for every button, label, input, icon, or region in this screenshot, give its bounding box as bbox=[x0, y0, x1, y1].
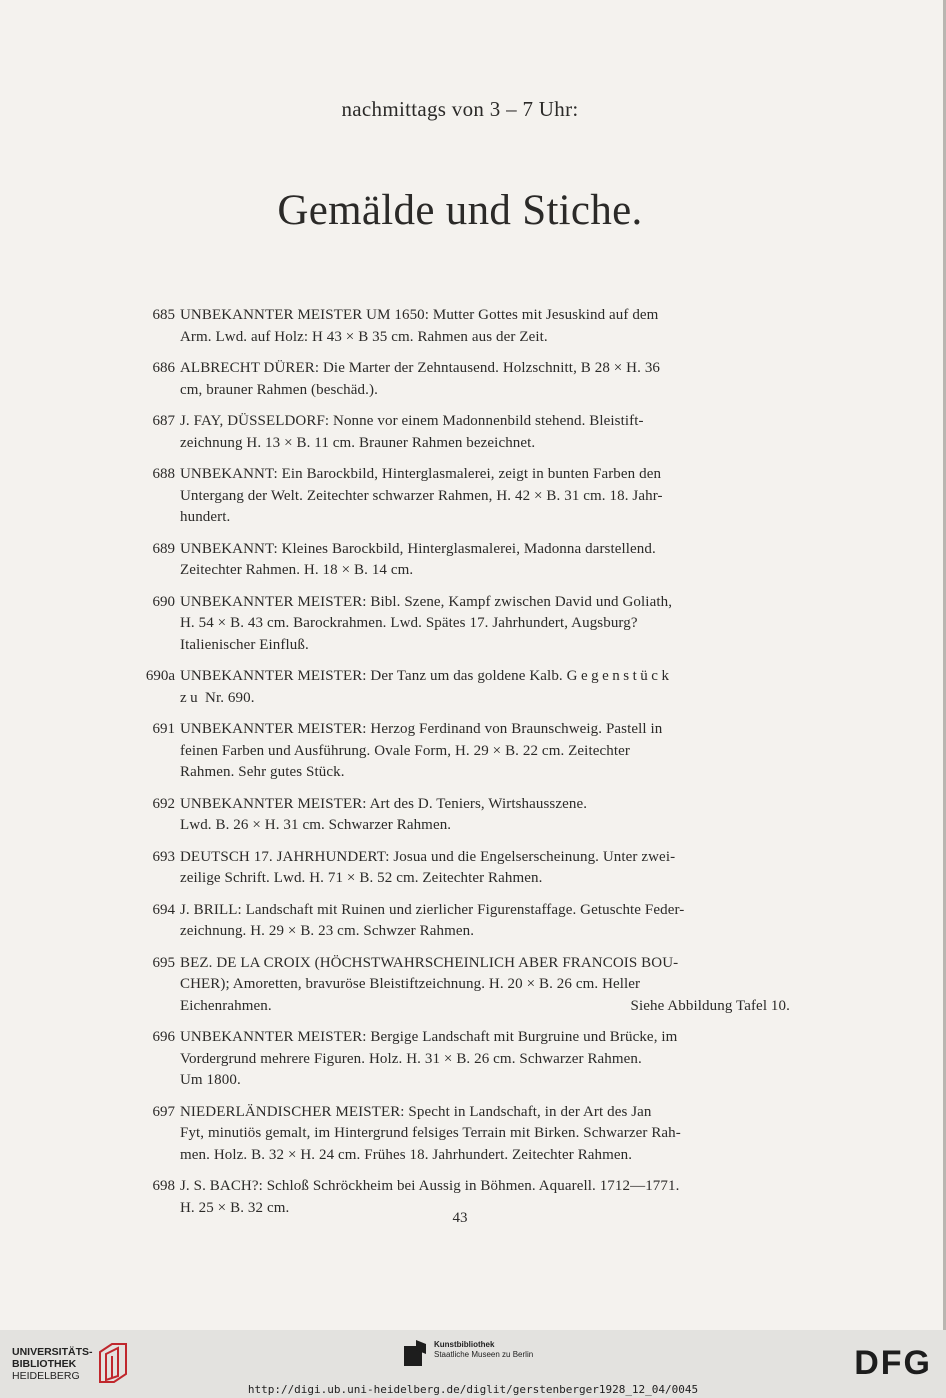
entry-number: 687 bbox=[152, 413, 175, 429]
entry-line: ALBRECHT DÜRER: Die Marter der Zehntausend. Holzschnitt, B 28 × H. 36 bbox=[180, 360, 661, 376]
permalink-url[interactable]: http://digi.ub.uni-heidelberg.de/diglit/gerstenberger1928_12_04/0045 bbox=[247, 1383, 699, 1396]
entry-number: 692 bbox=[152, 795, 175, 812]
entry-line: Zeitechter Rahmen. H. 18 × B. 14 cm. bbox=[180, 562, 414, 578]
catalog-entry bbox=[130, 411, 790, 454]
entry-text bbox=[180, 719, 790, 784]
entry-number: 698 bbox=[152, 1178, 175, 1194]
catalog-entry bbox=[130, 358, 790, 401]
entry-line: J. FAY, DÜSSELDORF: Nonne vor einem Madonnenbild stehend. Bleistift- bbox=[180, 413, 644, 429]
entry-line: UNBEKANNTER MEISTER: Herzog Ferdinand von Braunschweig. Pastell in bbox=[180, 721, 663, 737]
uni-name-line: HEIDELBERG bbox=[12, 1370, 80, 1382]
entry-number: 695 bbox=[152, 954, 175, 971]
entry-line: UNBEKANNTER MEISTER: Bergige Landschaft mit Burgruine und Brücke, im bbox=[180, 1029, 678, 1045]
entry-line: men. Holz. B. 32 × H. 24 cm. Frühes 18. Jahrhundert. Zeitechter Rahmen. bbox=[180, 1146, 633, 1163]
uni-name-line: BIBLIOTHEK bbox=[12, 1358, 77, 1370]
entry-line: BEZ. DE LA CROIX (HÖCHSTWAHRSCHEINLICH ABER FRANCOIS BOU- bbox=[180, 954, 679, 971]
entry-line: feinen Farben und Ausführung. Ovale Form, H. 29 × B. 22 cm. Zeitechter bbox=[180, 742, 630, 759]
entry-text bbox=[180, 592, 790, 657]
entry-line: cm, brauner Rahmen (beschäd.). bbox=[180, 381, 378, 398]
entry-number: 694 bbox=[152, 901, 175, 918]
catalog-entry bbox=[130, 847, 790, 890]
entry-line: UNBEKANNTER MEISTER UM 1650: Mutter Gottes mit Jesuskind auf dem bbox=[180, 307, 659, 323]
entry-line: zeichnung. H. 29 × B. 23 cm. Schwzer Rahmen. bbox=[180, 923, 475, 939]
catalog-entry bbox=[130, 666, 790, 709]
dfg-logo[interactable]: DFG bbox=[854, 1344, 932, 1382]
entry-text bbox=[180, 464, 790, 529]
entry-line: hundert. bbox=[180, 509, 231, 525]
entry-line: DEUTSCH 17. JAHRHUNDERT: Josua und die Engelserscheinung. Unter zwei- bbox=[180, 848, 676, 865]
entry-number: 691 bbox=[152, 721, 175, 737]
section-subtitle: nachmittags von 3 – 7 Uhr: bbox=[341, 97, 579, 121]
footer-bar bbox=[0, 1330, 946, 1398]
entry-line: Vordergrund mehrere Figuren. Holz. H. 31 × B. 26 cm. Schwarzer Rahmen. bbox=[180, 1050, 642, 1067]
uni-logo-icon bbox=[96, 1340, 130, 1386]
catalog-entry bbox=[130, 592, 790, 657]
catalog-entries bbox=[130, 305, 790, 1229]
entry-line: Untergang der Welt. Zeitechter schwarzer Rahmen, H. 42 × B. 31 cm. 18. Jahr- bbox=[180, 487, 663, 504]
entry-line: Rahmen. Sehr gutes Stück. bbox=[180, 764, 345, 780]
entry-text bbox=[180, 358, 790, 401]
entry-text bbox=[180, 305, 790, 348]
entry-number: 686 bbox=[152, 360, 175, 376]
catalog-entry bbox=[130, 1027, 790, 1092]
catalog-entry bbox=[130, 305, 790, 348]
entry-text bbox=[180, 953, 790, 1018]
entry-text bbox=[180, 666, 790, 709]
entry-line: J. S. BACH?: Schloß Schröckheim bei Aussig in Böhmen. Aquarell. 1712—1771. bbox=[180, 1178, 680, 1194]
entry-line-text: Nr. 690. bbox=[205, 689, 255, 706]
catalog-entry bbox=[130, 953, 790, 1018]
entry-number: 689 bbox=[152, 540, 175, 557]
entry-line: H. 54 × B. 43 cm. Barockrahmen. Lwd. Spätes 17. Jahrhundert, Augsburg? bbox=[180, 615, 638, 631]
catalog-entry bbox=[130, 794, 790, 837]
entry-text bbox=[180, 1102, 790, 1167]
entry-line: zeichnung H. 13 × B. 11 cm. Brauner Rahmen bezeichnet. bbox=[180, 434, 536, 451]
catalog-entry bbox=[130, 539, 790, 582]
entry-line: H. 25 × B. 32 cm. bbox=[180, 1199, 290, 1216]
entry-line: UNBEKANNT: Ein Barockbild, Hinterglasmalerei, zeigt in bunten Farben den bbox=[180, 466, 662, 482]
entry-line bbox=[180, 688, 790, 710]
entry-text bbox=[180, 1027, 790, 1092]
entry-number: 685 bbox=[152, 307, 175, 323]
page-number: 43 bbox=[452, 1210, 468, 1226]
kunstbibliothek-subtitle: Staatliche Museen zu Berlin bbox=[434, 1350, 534, 1359]
figure-reference: Siehe Abbildung Tafel 10. bbox=[630, 997, 790, 1014]
section-title: Gemälde und Stiche. bbox=[277, 187, 643, 234]
entry-number: 690a bbox=[145, 668, 175, 684]
entry-number: 693 bbox=[152, 848, 175, 865]
catalog-entry bbox=[130, 900, 790, 943]
entry-text bbox=[180, 411, 790, 454]
entry-line: UNBEKANNT: Kleines Barockbild, Hinterglasmalerei, Madonna darstellend. bbox=[180, 540, 656, 557]
entry-text bbox=[180, 539, 790, 582]
entry-line: NIEDERLÄNDISCHER MEISTER: Specht in Landschaft, in der Art des Jan bbox=[180, 1103, 652, 1120]
entry-line bbox=[180, 996, 790, 1018]
entry-line: Um 1800. bbox=[180, 1072, 241, 1088]
entry-number: 696 bbox=[152, 1029, 175, 1045]
entry-line: J. BRILL: Landschaft mit Ruinen und zierlicher Figurenstaffage. Getuschte Feder- bbox=[180, 901, 685, 918]
entry-line: CHER); Amoretten, bravuröse Bleistiftzeichnung. H. 20 × B. 26 cm. Heller bbox=[180, 976, 641, 992]
catalog-entry bbox=[130, 719, 790, 784]
catalog-entry bbox=[130, 464, 790, 529]
entry-line-text: Eichenrahmen. bbox=[180, 997, 272, 1014]
entry-line: Fyt, minutiös gemalt, im Hintergrund felsiges Terrain mit Birken. Schwarzer Rah- bbox=[180, 1125, 681, 1141]
entry-line bbox=[180, 666, 790, 688]
spaced-word: Gegenstück bbox=[566, 668, 673, 684]
entry-number: 697 bbox=[152, 1103, 175, 1120]
entry-line-text: UNBEKANNTER MEISTER: Der Tanz um das goldene Kalb. bbox=[180, 668, 563, 684]
catalog-entry bbox=[130, 1102, 790, 1167]
uni-name-line: UNIVERSITÄTS- bbox=[12, 1346, 93, 1358]
entry-line: Arm. Lwd. auf Holz: H 43 × B 35 cm. Rahmen aus der Zeit. bbox=[180, 328, 548, 345]
entry-line: UNBEKANNTER MEISTER: Bibl. Szene, Kampf zwischen David und Goliath, bbox=[180, 593, 673, 610]
entry-line: UNBEKANNTER MEISTER: Art des D. Teniers, Wirtshausszene. bbox=[180, 795, 588, 812]
entry-line: zeilige Schrift. Lwd. H. 71 × B. 52 cm. Zeitechter Rahmen. bbox=[180, 870, 543, 886]
entry-text bbox=[180, 900, 790, 943]
university-library-logo[interactable] bbox=[12, 1346, 93, 1382]
entry-line: Italienischer Einfluß. bbox=[180, 636, 309, 653]
entry-text bbox=[180, 847, 790, 890]
entry-line: Lwd. B. 26 × H. 31 cm. Schwarzer Rahmen. bbox=[180, 817, 452, 833]
entry-number: 690 bbox=[152, 593, 175, 610]
kunstbibliothek-name: Kunstbibliothek bbox=[434, 1340, 495, 1349]
kunstbibliothek-logo[interactable] bbox=[402, 1340, 533, 1370]
entry-text bbox=[180, 794, 790, 837]
entry-number: 688 bbox=[152, 466, 175, 482]
kunstbibliothek-icon bbox=[402, 1340, 428, 1370]
spaced-word: zu bbox=[180, 689, 202, 706]
